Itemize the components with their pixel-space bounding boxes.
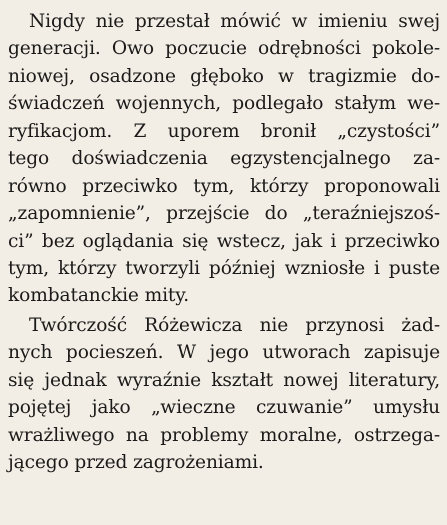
text-line: wrażliwego na problemy moralne, ostrzega- — [8, 424, 440, 446]
text-line: pojętej jako „wieczne czuwanie” umysłu — [8, 397, 440, 419]
text-line: ryfikacjom. Z uporem bronił „czystości” — [8, 120, 440, 142]
text-line: tym, którzy tworzyli później wzniosłe i puste — [8, 257, 440, 279]
paragraph-2 — [8, 312, 440, 477]
text-line: tego doświadczenia egzystencjalnego za- — [8, 148, 440, 170]
text-line: świadczeń wojennych, podlegało stałym we- — [8, 93, 440, 115]
text-line: Nigdy nie przestał mówić w imieniu swej — [29, 11, 440, 32]
text-line: jącego przed zagrożeniami. — [8, 452, 264, 473]
text-line: równo przeciwko tym, którzy proponowali — [8, 175, 440, 197]
text-line: generacji. Owo poczucie odrębności pokole- — [8, 38, 440, 60]
paragraph-1 — [8, 8, 440, 310]
text-line: nych pocieszeń. W jego utworach zapisuje — [8, 342, 440, 364]
text-line: się jednak wyraźnie kształt nowej literatury, — [8, 369, 440, 391]
text-line: Twórczość Różewicza nie przynosi żad- — [29, 314, 440, 336]
text-line: ci” bez oglądania się wstecz, jak i przeciwko — [8, 230, 440, 252]
text-line: kombatanckie mity. — [8, 285, 189, 307]
page-text — [8, 8, 440, 476]
text-line: niowej, osadzone głęboko w tragizmie do- — [8, 65, 440, 87]
text-line: „zapomnienie”, przejście do „teraźniejszoś- — [8, 203, 440, 225]
